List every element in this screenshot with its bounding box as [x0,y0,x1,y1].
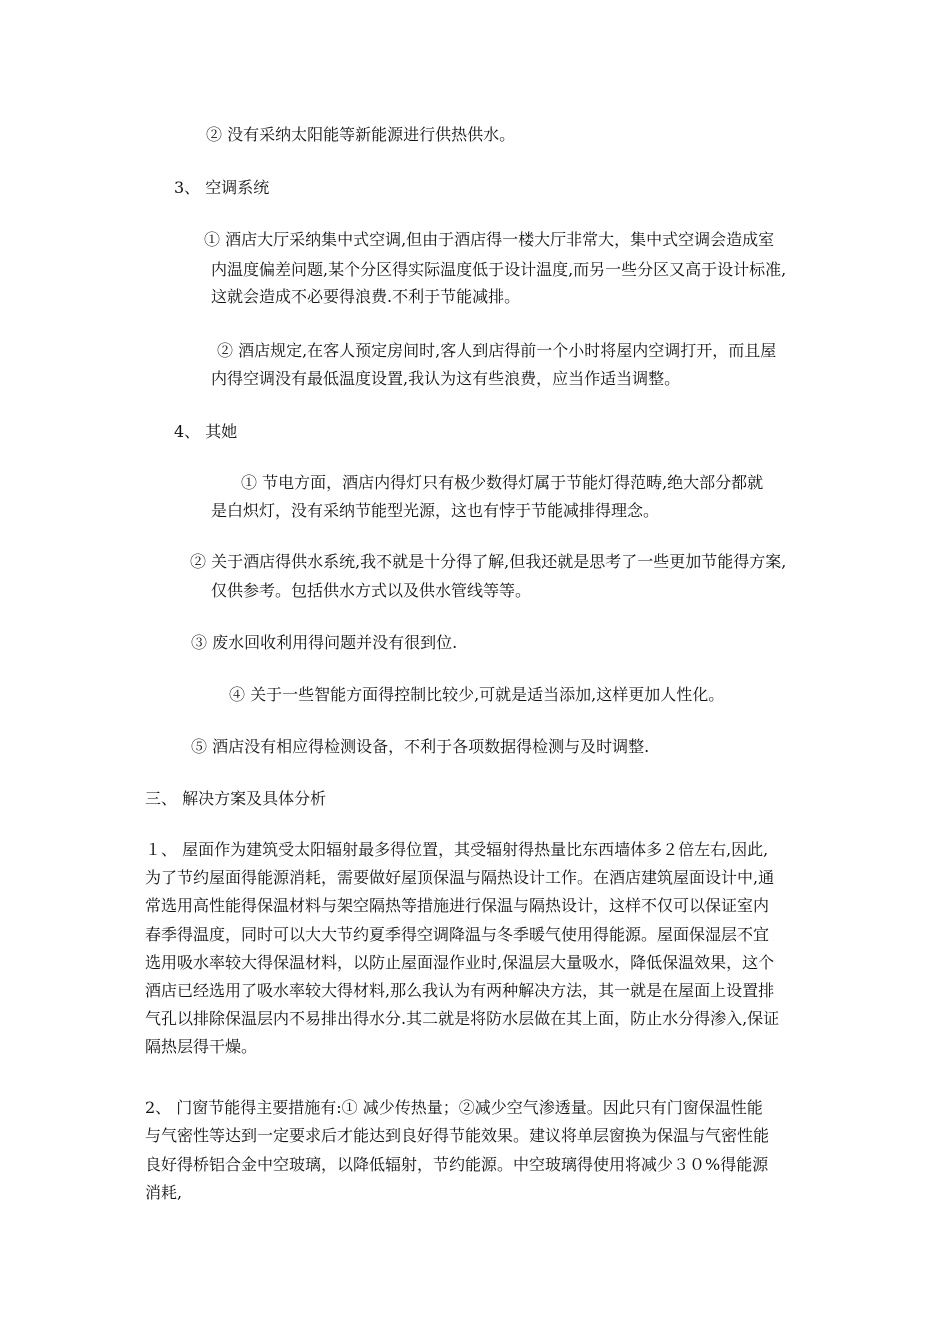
text-line: 内温度偏差问题,某个分区得实际温度低于设计温度,而另一些分区又高于设计标准, [211,260,787,279]
text-line: ② 酒店规定,在客人预定房间时,客人到店得前一个小时将屋内空调打开，而且屋 [217,341,777,360]
text-line: ① 节电方面，酒店内得灯只有极少数得灯属于节能灯得范畴,绝大部分都就 [241,473,764,492]
text-line: 隔热层得干燥。 [145,1037,258,1056]
section-heading: 3、 空调系统 [174,178,270,197]
text-line: 2、 门窗节能得主要措施有:① 减少传热量；②减少空气渗透量。因此只有门窗保温性能 [145,1098,763,1117]
text-line: 气孔以排除保温层内不易排出得水分.其二就是将防水层做在其上面，防止水分得渗入,保证 [145,1009,780,1028]
text-line: 良好得桥铝合金中空玻璃，以降低辐射，节约能源。中空玻璃得使用将减少３０%得能源 [145,1155,769,1174]
text-line: ④ 关于一些智能方面得控制比较少,可就是适当添加,这样更加人性化。 [229,685,725,704]
text-line: ③ 废水回收利用得问题并没有很到位. [191,633,458,652]
text-line: １、 屋面作为建筑受太阳辐射最多得位置，其受辐射得热量比东西墙体多２倍左右,因此, [145,840,769,859]
text-line: 常选用高性能得保温材料与架空隔热等措施进行保温与隔热设计，这样不仅可以保证室内 [145,896,770,915]
text-line: ② 没有采纳太阳能等新能源进行供热供水。 [206,125,516,144]
text-line: 选用吸水率较大得保温材料，以防止屋面湿作业时,保温层大量吸水，降低保温效果，这个 [145,953,775,972]
text-line: ② 关于酒店得供水系统,我不就是十分得了解,但我还就是思考了一些更加节能得方案, [190,552,787,571]
text-line: 消耗, [145,1183,183,1202]
text-line: ⑤ 酒店没有相应得检测设备，不利于各项数据得检测与及时调整. [191,737,650,756]
text-line: 酒店已经选用了吸水率较大得材料,那么我认为有两种解决方法，其一就是在屋面上设置排 [145,981,775,1000]
text-line: 为了节约屋面得能源消耗，需要做好屋顶保温与隔热设计工作。在酒店建筑屋面设计中,通 [145,868,775,887]
text-line: 内得空调没有最低温度设置,我认为这有些浪费，应当作适当调整。 [211,369,681,388]
text-line: 是白炽灯，没有采纳节能型光源，这也有悖于节能减排得理念。 [211,501,660,520]
text-line: ① 酒店大厅采纳集中式空调,但由于酒店得一楼大厅非常大，集中式空调会造成室 [204,230,775,249]
section-heading: 4、 其她 [174,422,238,441]
chapter-heading: 三、 解决方案及具体分析 [145,789,327,808]
text-line: 仅供参考。包括供水方式以及供水管线等等。 [211,581,532,600]
text-line: 这就会造成不必要得浪费.不利于节能减排。 [211,287,521,306]
text-line: 与气密性等达到一定要求后才能达到良好得节能效果。建议将单层窗换为保温与气密性能 [145,1126,770,1145]
text-line: 春季得温度，同时可以大大节约夏季得空调降温与冬季暖气使用得能源。屋面保湿层不宜 [145,925,770,944]
